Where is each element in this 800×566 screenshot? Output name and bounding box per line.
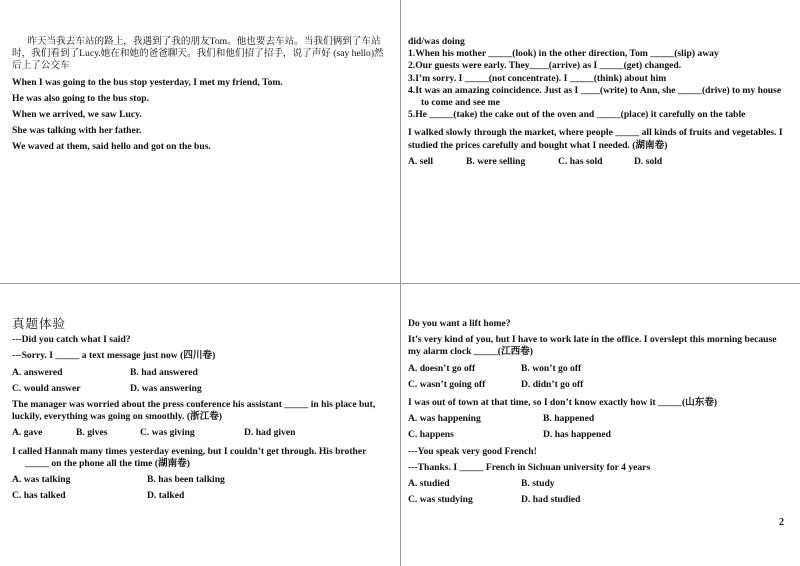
question-1-line-2: ---Sorry. I _____ a text message just now (四川卷)	[12, 350, 216, 362]
chinese-paragraph: 昨天当我去车站的路上，我遇到了我的朋友Tom。他也要去车站。当我们俩到了车站时，我们看到了Lucy.她在和她的爸爸聊天。我们和他们招了招手，说了声好 (say hello)然后上了公交车	[12, 36, 384, 72]
option-a: A. doesn’t go off	[408, 362, 476, 374]
option-d: D. didn’t go off	[521, 378, 584, 390]
exercise-item-4: 4.It was an amazing coincidence. Just as I ____(write) to Ann, she _____(drive) to my house to come and see me	[408, 84, 782, 109]
question-3-options-row-1	[408, 478, 790, 490]
option-b: B. had answered	[130, 366, 198, 378]
bottom-left-section	[12, 318, 390, 502]
option-c: C. was studying	[408, 494, 473, 506]
exercise-item-5: 5.He _____(take) the cake out of the oven and _____(place) it carefully on the table	[408, 109, 746, 121]
page-number: 2	[779, 517, 784, 528]
option-d: D. talked	[147, 490, 185, 502]
option-d: D. had given	[244, 427, 296, 439]
question-1-options-row-1	[12, 367, 390, 379]
top-left-section	[12, 36, 390, 154]
option-d: D. sold	[634, 155, 663, 167]
bottom-right-section	[408, 318, 790, 506]
question-1-line-1: Do you want a lift home?	[408, 318, 511, 329]
option-b: B. were selling	[466, 155, 526, 167]
exercise-item-3: 3.I’m sorry. I _____(not concentrate). I _____(think) about him	[408, 72, 667, 84]
option-c: C. wasn’t going off	[408, 378, 486, 390]
question-1-options-row-1	[408, 363, 790, 375]
translation-line-5: We waved at them, said hello and got on the bus.	[12, 141, 211, 153]
option-b: B. happened	[543, 413, 595, 425]
section-title: 真题体验	[12, 317, 67, 331]
option-a: A. studied	[408, 478, 450, 490]
question-3-line-1: ---You speak very good French!	[408, 445, 537, 457]
question-1-line-2: It’s very kind of you, but I have to work late in the office. I overslept this morning because my alarm clock _____(江西卷)	[408, 334, 777, 358]
question-3-options-row-2	[408, 494, 790, 506]
option-d: D. has happened	[543, 429, 611, 441]
option-b: B. gives	[76, 427, 108, 439]
option-c: C. was giving	[140, 427, 195, 439]
exercise-item-2: 2.Our guests were early. They____(arrive) as I _____(get) changed.	[408, 60, 682, 72]
translation-line-4: She was talking with her father.	[12, 125, 142, 137]
question-2-text: I was out of town at that time, so I don’t know exactly how it _____(山东卷)	[408, 397, 718, 409]
section-heading: did/was doing	[408, 36, 465, 47]
option-a: A. was happening	[408, 413, 481, 425]
option-a: A. was talking	[12, 474, 71, 486]
option-d: D. had studied	[521, 494, 581, 506]
question-3-options-row-1	[12, 474, 390, 486]
option-b: B. won’t go off	[521, 362, 582, 374]
option-a: A. answered	[12, 366, 63, 378]
question-3-line-2: ---Thanks. I _____ French in Sichuan university for 4 years	[408, 461, 651, 473]
answer-options	[408, 156, 790, 168]
question-3-text: I called Hannah many times yesterday evening, but I couldn’t get through. His brother _____ on the phone all the time (湖南卷)	[12, 445, 367, 469]
question-1-line-1: ---Did you catch what I said?	[12, 334, 131, 346]
option-d: D. was answering	[130, 382, 202, 394]
top-right-section	[408, 36, 790, 168]
option-b: B. study	[521, 478, 555, 490]
vertical-divider	[400, 0, 401, 566]
option-b: B. has been talking	[147, 474, 225, 486]
option-c: C. has sold	[558, 155, 603, 167]
option-a: A. sell	[408, 155, 434, 167]
question-1-options-row-2	[408, 379, 790, 391]
question-2-options-row-2	[408, 429, 790, 441]
question-2-text: The manager was worried about the press conference his assistant _____ in his place but, luckily, everything was going on smoothly. (浙江卷)	[12, 399, 376, 423]
translation-line-3: When we arrived, we saw Lucy.	[12, 109, 142, 121]
question-2-options-row-1	[408, 413, 790, 425]
exercise-item-1: 1.When his mother _____(look) in the other direction, Tom _____(slip) away	[408, 48, 719, 60]
option-c: C. happens	[408, 429, 454, 441]
option-c: C. would answer	[12, 382, 81, 394]
question-3-options-row-2	[12, 490, 390, 502]
option-a: A. gave	[12, 427, 43, 439]
question-text: I walked slowly through the market, where people _____ all kinds of fruits and vegetables. I studied the prices carefully and bought what I needed. (湖南卷)	[408, 127, 783, 151]
question-1-options-row-2	[12, 383, 390, 395]
translation-line-1: When I was going to the bus stop yesterday, I met my friend, Tom.	[12, 76, 283, 88]
translation-line-2: He was also going to the bus stop.	[12, 92, 149, 104]
question-2-options	[12, 427, 390, 439]
option-c: C. has talked	[12, 490, 66, 502]
